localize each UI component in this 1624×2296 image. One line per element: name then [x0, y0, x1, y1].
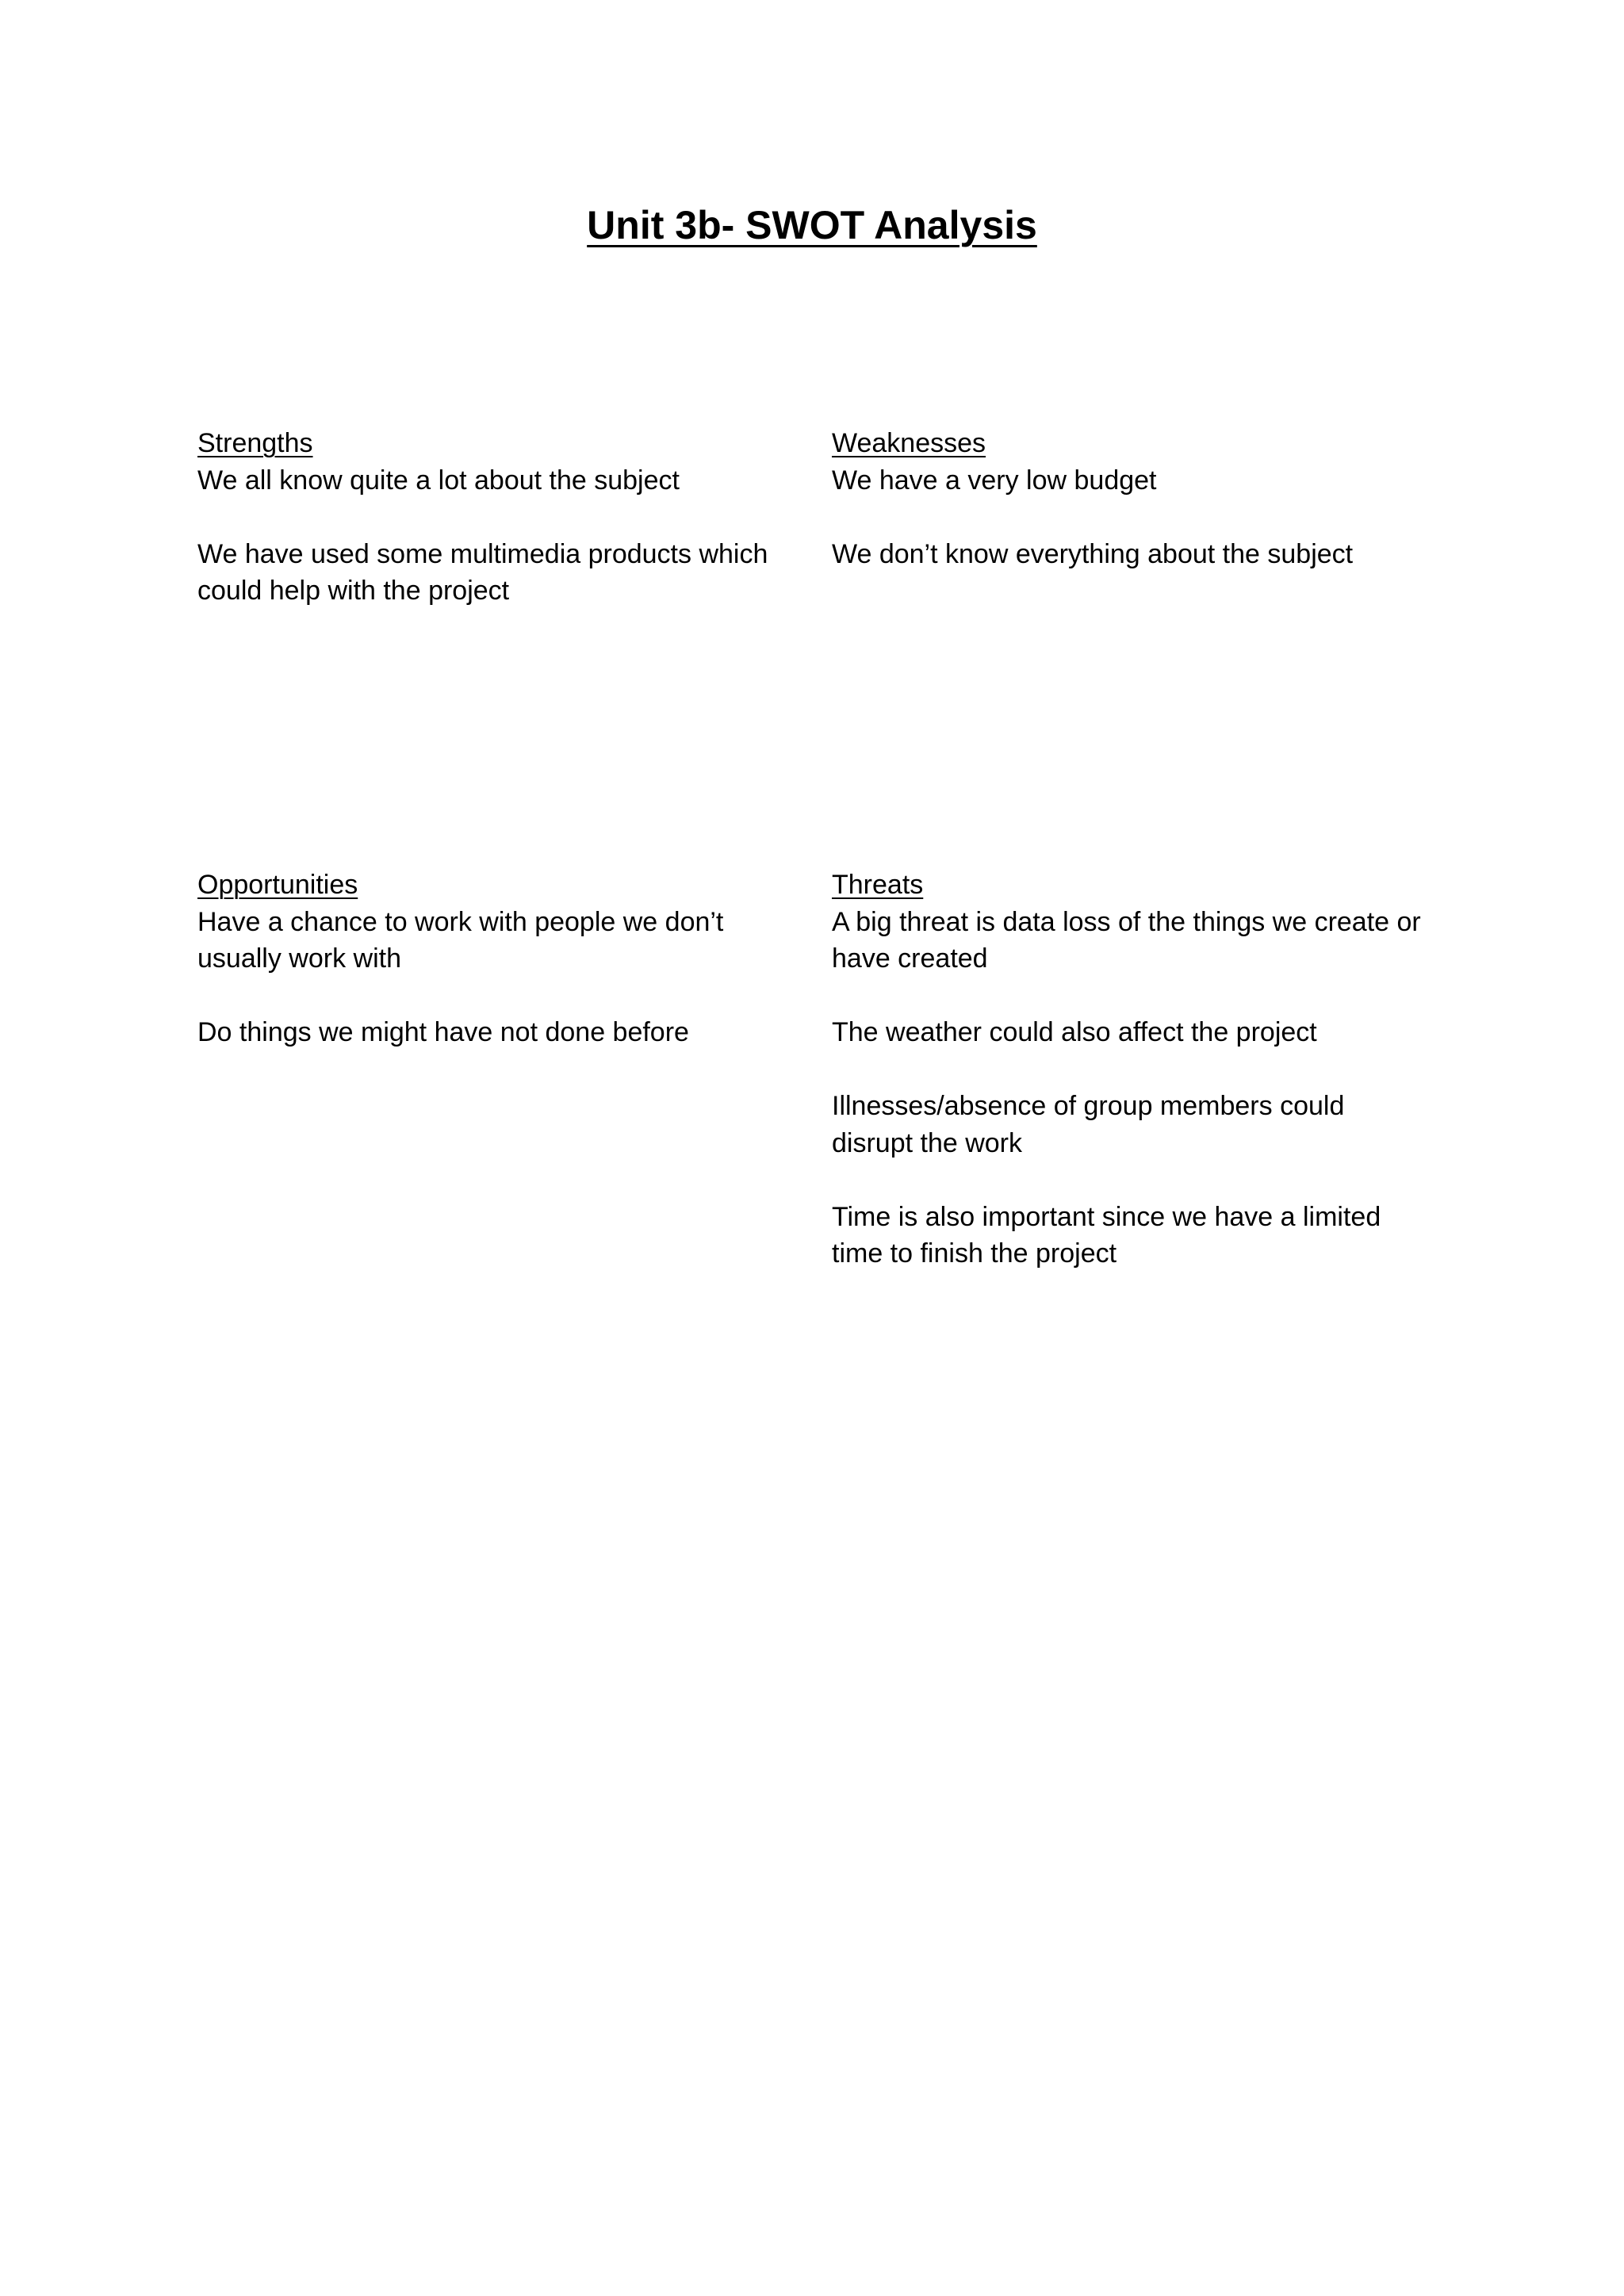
spacer: [197, 978, 792, 1015]
weaknesses-item: We don’t know everything about the subject: [832, 538, 1354, 569]
spacer: [832, 1051, 1427, 1089]
opportunities-item: Have a chance to work with people we don’t usually work with: [197, 906, 724, 974]
threats-item: Illnesses/absence of group members could disrupt the work: [832, 1091, 1345, 1158]
spacer: [832, 978, 1427, 1015]
opportunities-section: [197, 867, 792, 1051]
opportunities-item: Do things we might have not done before: [197, 1017, 689, 1047]
strengths-item: We all know quite a lot about the subject: [197, 465, 680, 496]
threats-item: Time is also important since we have a limited time to finish the project: [832, 1201, 1381, 1269]
spacer: [197, 499, 792, 536]
threats-heading: Threats: [832, 870, 924, 900]
opportunities-heading: Opportunities: [197, 870, 358, 900]
strengths-section: [197, 425, 792, 610]
threats-item: The weather could also affect the project: [832, 1017, 1317, 1047]
weaknesses-section: [832, 425, 1427, 572]
spacer: [832, 1161, 1427, 1199]
threats-section: [832, 867, 1427, 1272]
threats-item: A big threat is data loss of the things we create or have created: [832, 906, 1421, 974]
strengths-heading: Strengths: [197, 428, 313, 458]
page-title: Unit 3b- SWOT Analysis: [587, 203, 1037, 247]
strengths-item: We have used some multimedia products which could help with the project: [197, 538, 768, 606]
spacer: [832, 499, 1427, 536]
weaknesses-heading: Weaknesses: [832, 428, 986, 458]
weaknesses-item: We have a very low budget: [832, 465, 1157, 496]
